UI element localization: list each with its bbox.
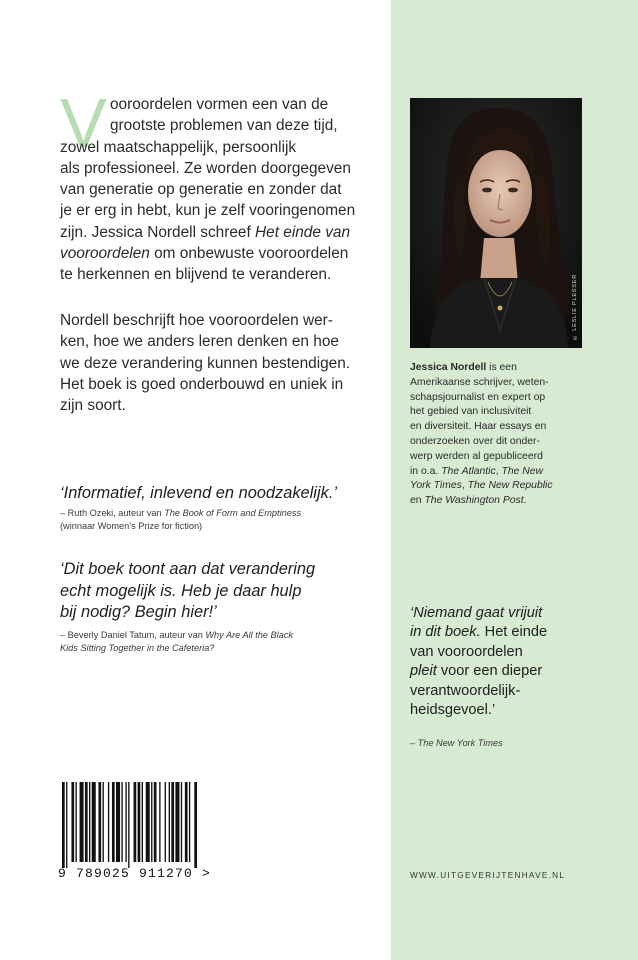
text-line: te herkennen en blijvend te veranderen.: [60, 266, 332, 284]
quote-segment: voor een dieper: [436, 663, 543, 680]
barcode-bar: [142, 782, 143, 862]
barcode-bar: [134, 782, 137, 862]
source-title: The Book of Form and Emptiness: [164, 508, 302, 518]
author-name: Jessica Nordell: [410, 362, 487, 373]
source-title: Kids Sitting Together in the Cafeteria?: [60, 643, 215, 653]
quote-line: [410, 623, 547, 642]
review-source-nyt: [410, 738, 503, 748]
publication: The Atlantic: [441, 465, 496, 477]
quote-line: heidsgevoel.’: [410, 702, 496, 719]
text-segment: .: [523, 495, 527, 507]
quote-line: ‘Dit boek toont aan dat verandering: [60, 560, 316, 578]
barcode-bar: [194, 782, 197, 868]
barcode-bar: [159, 782, 160, 862]
author-portrait-image: [410, 98, 582, 348]
text-line: zowel maatschappelijk, persoonlijk: [60, 138, 297, 156]
barcode-bar: [62, 782, 65, 868]
text-line: [60, 243, 380, 264]
bio-line: [410, 494, 625, 509]
quote-segment: in dit boek.: [410, 624, 481, 641]
text-line: Het boek is goed onderbouwd en uniek in: [60, 375, 344, 393]
author-photo: [410, 98, 582, 348]
photo-credit: © LESLIE PLESSER: [572, 274, 578, 340]
text-line: ken, hoe we anders leren denken en hoe: [60, 333, 339, 351]
barcode-bar: [175, 782, 179, 862]
barcode-bar: [98, 782, 101, 862]
source-line: [60, 629, 293, 642]
publication: The New: [501, 465, 544, 477]
text-segment: zijn. Jessica Nordell schreef: [60, 223, 256, 241]
barcode-bar: [128, 782, 129, 868]
barcode-bar: [154, 782, 157, 862]
text-line: je er erg in hebt, kun je zelf vooringenomen: [60, 202, 356, 220]
barcode-bar: [181, 782, 182, 862]
barcode-bar: [66, 782, 67, 868]
text-segment: ,: [461, 480, 468, 492]
text-line: we deze verandering kunnen bestendigen.: [60, 354, 351, 372]
book-title: vooroordelen: [60, 245, 150, 263]
publisher-website: WWW.UITGEVERIJTENHAVE.NL: [410, 871, 566, 880]
isbn-barcode: [60, 782, 240, 872]
quote-line: van vooroordelen: [410, 643, 523, 660]
text-segment: en: [410, 495, 425, 507]
text-segment: om onbewuste vooroordelen: [149, 245, 349, 263]
bio-line: onderzoeken over dit onder-: [410, 435, 540, 447]
text-line: zijn soort.: [60, 397, 126, 415]
text-segment: ,: [495, 465, 502, 477]
publication: The Washington Post: [424, 495, 524, 507]
barcode-bar: [185, 782, 188, 862]
source-author: – Ruth Ozeki, auteur van: [60, 508, 165, 518]
text-line: als professioneel. Ze worden doorgegeven: [60, 159, 351, 177]
barcode-bar: [151, 782, 152, 862]
publication: The New Republic: [467, 480, 553, 492]
barcode-bar: [103, 782, 104, 862]
text-line: Nordell beschrijft hoe vooroordelen wer-: [60, 312, 333, 329]
bio-line: schapsjournalist en expert op: [410, 391, 546, 403]
text-segment: in o.a.: [410, 465, 442, 477]
quote-line: bij nodig? Begin hier!’: [60, 603, 217, 621]
barcode-bar: [76, 782, 77, 862]
quote-segment: Het einde: [480, 624, 548, 641]
barcode-bar: [169, 782, 170, 862]
book-title: Het einde van: [255, 223, 351, 241]
barcode-bar: [80, 782, 84, 862]
bio-line: [410, 465, 625, 480]
review-quote-ozeki: ‘Informatief, inlevend en noodzakelijk.’: [60, 484, 337, 502]
text-line: ooroordelen vormen een van de: [110, 96, 329, 113]
quote-line: verantwoordelijk-: [410, 682, 521, 699]
second-paragraph: [60, 310, 380, 416]
barcode-bar: [165, 782, 166, 862]
source-title: Why Are All the Black: [205, 630, 294, 640]
review-source-tatum: [60, 629, 293, 655]
barcode-bar: [71, 782, 74, 862]
bio-line: werp werden al gepubliceerd: [410, 450, 543, 462]
publication: York Times: [410, 480, 462, 492]
bio-line: [410, 479, 625, 494]
intro-paragraph: [60, 94, 380, 286]
text-line: [60, 222, 380, 243]
barcode-bar: [189, 782, 190, 862]
review-source-ozeki: [60, 507, 301, 533]
barcode-bar: [125, 782, 126, 862]
bio-line: [410, 361, 625, 376]
barcode-bars: [60, 782, 240, 868]
source-title: The New York Times: [417, 738, 503, 748]
review-quote-nyt: [410, 604, 547, 720]
source-author: – Beverly Daniel Tatum, auteur van: [60, 630, 206, 640]
barcode-bar: [146, 782, 150, 862]
barcode-bar: [171, 782, 174, 862]
drop-cap: V: [60, 84, 107, 162]
barcode-bar: [89, 782, 90, 862]
text-segment: is een: [486, 362, 517, 373]
barcode-bar: [138, 782, 141, 862]
source-line: [60, 642, 293, 655]
barcode-bar: [85, 782, 88, 862]
author-bio: [410, 361, 625, 509]
quote-line: [410, 662, 547, 681]
barcode-bar: [112, 782, 115, 862]
bio-line: Amerikaanse schrijver, weten-: [410, 376, 549, 388]
source-line: (winnaar Women’s Prize for fiction): [60, 521, 203, 531]
barcode-bar: [116, 782, 120, 862]
review-quote-tatum: [60, 559, 315, 624]
barcode-bar: [121, 782, 122, 862]
quote-line: ‘Niemand gaat vrijuit: [410, 605, 543, 621]
barcode-bar: [92, 782, 96, 862]
quote-line: echt mogelijk is. Heb je daar hulp: [60, 581, 302, 600]
text-line: grootste problemen van deze tijd,: [110, 117, 338, 135]
bio-line: en diversiteit. Haar essays en: [410, 421, 547, 433]
source-dash: –: [410, 738, 418, 748]
isbn-digits: 9 789025 911270 >: [58, 866, 212, 881]
source-line: [60, 507, 301, 520]
bio-line: het gebied van inclusiviteit: [410, 406, 532, 418]
quote-segment: pleit: [410, 663, 437, 680]
barcode-bar: [108, 782, 109, 862]
text-line: van generatie op generatie en zonder dat: [60, 181, 342, 199]
